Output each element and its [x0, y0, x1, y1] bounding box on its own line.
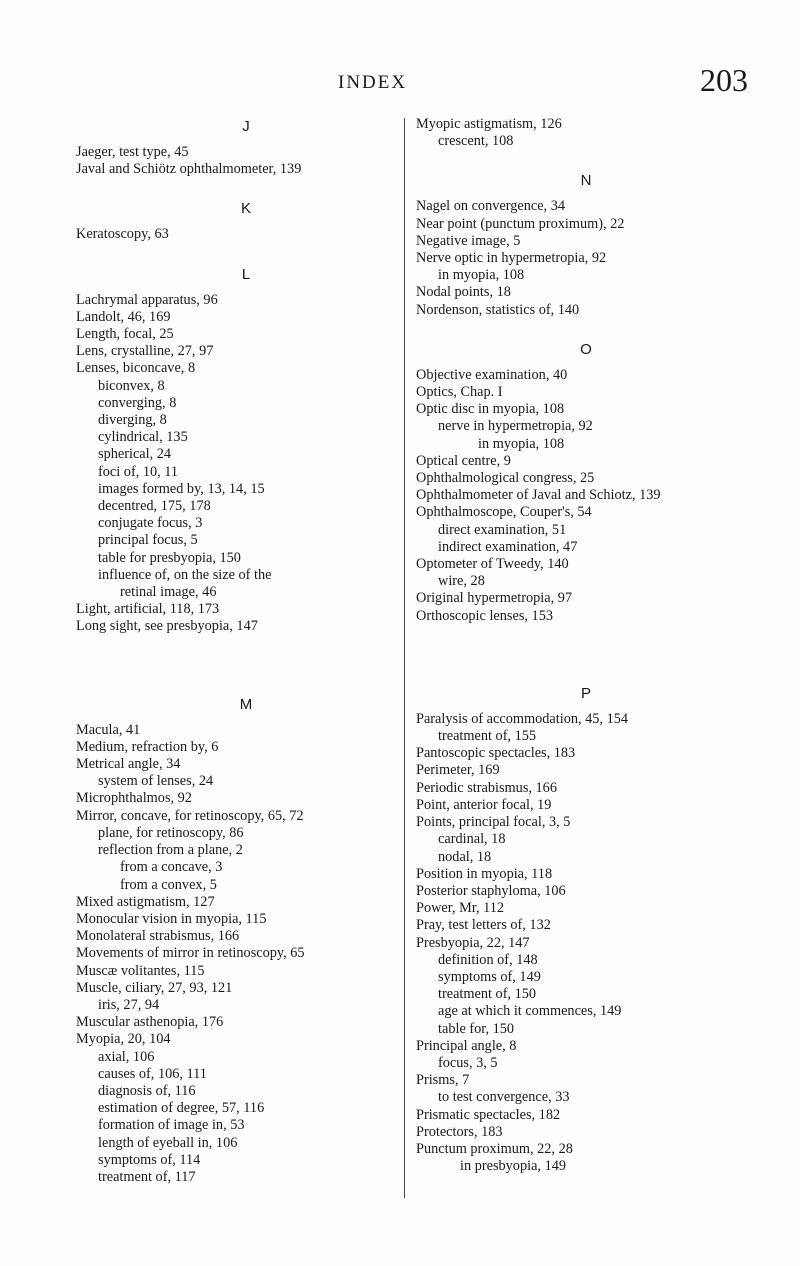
index-entry: Length, focal, 25 — [76, 326, 174, 343]
index-entry: Orthoscopic lenses, 153 — [416, 607, 553, 624]
index-entry: formation of image in, 53 — [98, 1117, 245, 1134]
index-entry: in presbyopia, 149 — [460, 1158, 567, 1175]
index-entry: Perimeter, 169 — [416, 762, 500, 779]
index-entry: Paralysis of accommodation, 45, 154 — [416, 710, 629, 727]
index-entry: Punctum proximum, 22, 28 — [416, 1140, 573, 1157]
index-entry: cylindrical, 135 — [98, 429, 188, 446]
index-entry: Metrical angle, 34 — [76, 756, 181, 773]
index-entry: Muscular asthenopia, 176 — [76, 1014, 224, 1031]
index-column-left — [76, 116, 416, 1186]
page-header — [0, 62, 800, 102]
index-entry: Position in myopia, 118 — [416, 865, 553, 882]
index-entry: treatment of, 150 — [438, 986, 537, 1003]
index-entry: Power, Mr, 112 — [416, 900, 505, 917]
index-entry: Optical centre, 9 — [416, 452, 511, 469]
index-entry: plane, for retinoscopy, 86 — [98, 824, 244, 841]
index-section — [76, 116, 416, 178]
index-entry: Landolt, 46, 169 — [76, 308, 171, 325]
section-letter: L — [241, 265, 251, 283]
section-letter: M — [239, 695, 253, 713]
index-entry: Lenses, biconcave, 8 — [76, 360, 196, 377]
running-title: INDEX — [338, 72, 408, 93]
index-entry: Monolateral strabismus, 166 — [76, 928, 240, 945]
index-entry: Optic disc in myopia, 108 — [416, 401, 565, 418]
index-entry: age at which it commences, 149 — [438, 1003, 622, 1020]
index-entry: from a convex, 5 — [120, 876, 217, 893]
index-entry: diverging, 8 — [98, 412, 167, 429]
index-entry: Muscle, ciliary, 27, 93, 121 — [76, 979, 233, 996]
section-letter: P — [580, 684, 591, 702]
index-entry: Ophthalmoscope, Couper's, 54 — [416, 504, 592, 521]
index-entry: foci of, 10, 11 — [98, 463, 179, 480]
index-entry: in myopia, 108 — [478, 435, 565, 452]
index-entry: length of eyeball in, 106 — [98, 1134, 238, 1151]
index-entry: retinal image, 46 — [120, 584, 217, 601]
index-entry: Macula, 41 — [76, 721, 141, 738]
index-entry: Long sight, see presbyopia, 147 — [76, 618, 258, 635]
index-entry: system of lenses, 24 — [98, 773, 214, 790]
index-section — [416, 663, 756, 1175]
section-letter: K — [240, 200, 251, 218]
section-letter: O — [580, 340, 592, 358]
index-section — [416, 116, 756, 150]
index-entry: Lens, crystalline, 27, 97 — [76, 343, 214, 360]
index-entry: Medium, refraction by, 6 — [76, 738, 219, 755]
index-entry: Ophthalmometer of Javal and Schiotz, 139 — [416, 487, 661, 504]
index-entry: conjugate focus, 3 — [98, 515, 203, 532]
index-entry: diagnosis of, 116 — [98, 1082, 196, 1099]
index-entry: indirect examination, 47 — [438, 538, 578, 555]
index-entry: Mixed astigmatism, 127 — [76, 893, 215, 910]
index-entry: table for presbyopia, 150 — [98, 549, 241, 566]
index-entry: Nordenson, statistics of, 140 — [416, 301, 580, 318]
index-entry: cardinal, 18 — [438, 831, 506, 848]
section-letter: N — [580, 172, 592, 190]
index-entry: Jaeger, test type, 45 — [76, 144, 189, 160]
column-divider — [404, 118, 405, 1198]
index-entry: Principal angle, 8 — [416, 1037, 517, 1054]
index-entry: treatment of, 117 — [98, 1168, 196, 1185]
index-entry: Negative image, 5 — [416, 232, 521, 249]
index-entry: Light, artificial, 118, 173 — [76, 601, 220, 618]
index-entry: Posterior staphyloma, 106 — [416, 882, 566, 899]
index-entry: from a concave, 3 — [120, 859, 223, 876]
index-entry: Nerve optic in hypermetropia, 92 — [416, 250, 607, 267]
index-entry: Myopic astigmatism, 126 — [416, 116, 562, 132]
index-entry: Javal and Schiötz ophthalmometer, 139 — [76, 161, 302, 178]
index-entry: symptoms of, 149 — [438, 968, 541, 985]
index-entry: symptoms of, 114 — [98, 1151, 201, 1168]
index-entry: images formed by, 13, 14, 15 — [98, 480, 265, 497]
index-entry: Original hypermetropia, 97 — [416, 590, 573, 607]
index-entry: Optometer of Tweedy, 140 — [416, 556, 569, 573]
index-entry: table for, 150 — [438, 1020, 515, 1037]
index-entry: decentred, 175, 178 — [98, 498, 211, 515]
index-entry: focus, 3, 5 — [438, 1054, 498, 1071]
index-section — [416, 319, 756, 625]
index-entry: converging, 8 — [98, 394, 177, 411]
index-entry: estimation of degree, 57, 116 — [98, 1100, 265, 1117]
section-letter: J — [242, 118, 250, 135]
index-entry: Optics, Chap. I — [416, 384, 503, 401]
index-entry: Points, principal focal, 3, 5 — [416, 814, 571, 831]
index-section — [76, 674, 416, 1186]
index-entry: influence of, on the size of the — [98, 566, 272, 583]
index-entry: axial, 106 — [98, 1048, 155, 1065]
index-entry: Nodal points, 18 — [416, 284, 511, 301]
index-entry: Presbyopia, 22, 147 — [416, 934, 530, 951]
index-entry: Objective examination, 40 — [416, 366, 568, 383]
index-entry: Lachrymal apparatus, 96 — [76, 291, 218, 308]
index-entry: principal focus, 5 — [98, 532, 198, 549]
index-entry: Near point (punctum proximum), 22 — [416, 215, 625, 232]
index-entry: Keratoscopy, 63 — [76, 226, 169, 243]
index-entry: Nagel on convergence, 34 — [416, 198, 566, 215]
index-entry: Protectors, 183 — [416, 1123, 503, 1140]
index-entry: Periodic strabismus, 166 — [416, 779, 557, 796]
index-entry: to test convergence, 33 — [438, 1089, 570, 1106]
index-entry: reflection from a plane, 2 — [98, 842, 243, 859]
index-entry: Prismatic spectacles, 182 — [416, 1106, 561, 1123]
index-entry: Muscæ volitantes, 115 — [76, 962, 205, 979]
index-entry: Pray, test letters of, 132 — [416, 917, 551, 934]
index-entry: Point, anterior focal, 19 — [416, 796, 552, 813]
index-entry: causes of, 106, 111 — [98, 1065, 207, 1082]
page-number: 203 — [700, 62, 748, 98]
index-entry: Monocular vision in myopia, 115 — [76, 910, 267, 927]
index-entry: Pantoscopic spectacles, 183 — [416, 745, 576, 762]
index-section — [76, 178, 416, 243]
index-column-right — [416, 116, 756, 1175]
index-section — [76, 244, 416, 636]
index-entry: Movements of mirror in retinoscopy, 65 — [76, 945, 305, 962]
index-entry: Ophthalmological congress, 25 — [416, 470, 595, 487]
index-entry: treatment of, 155 — [438, 728, 537, 745]
index-entry: biconvex, 8 — [98, 377, 165, 394]
index-entry: wire, 28 — [438, 573, 485, 590]
index-entry: nodal, 18 — [438, 848, 492, 865]
index-entry: iris, 27, 94 — [98, 996, 160, 1013]
index-entry: spherical, 24 — [98, 446, 172, 463]
index-entry: Myopia, 20, 104 — [76, 1031, 171, 1048]
index-entry: crescent, 108 — [438, 133, 514, 150]
index-section — [416, 150, 756, 318]
index-entry: direct examination, 51 — [438, 521, 567, 538]
index-entry: Mirror, concave, for retinoscopy, 65, 72 — [76, 807, 304, 824]
index-entry: Prisms, 7 — [416, 1072, 470, 1089]
index-entry: nerve in hypermetropia, 92 — [438, 418, 593, 435]
index-entry: in myopia, 108 — [438, 267, 525, 284]
index-entry: Microphthalmos, 92 — [76, 790, 192, 807]
index-entry: definition of, 148 — [438, 951, 538, 968]
